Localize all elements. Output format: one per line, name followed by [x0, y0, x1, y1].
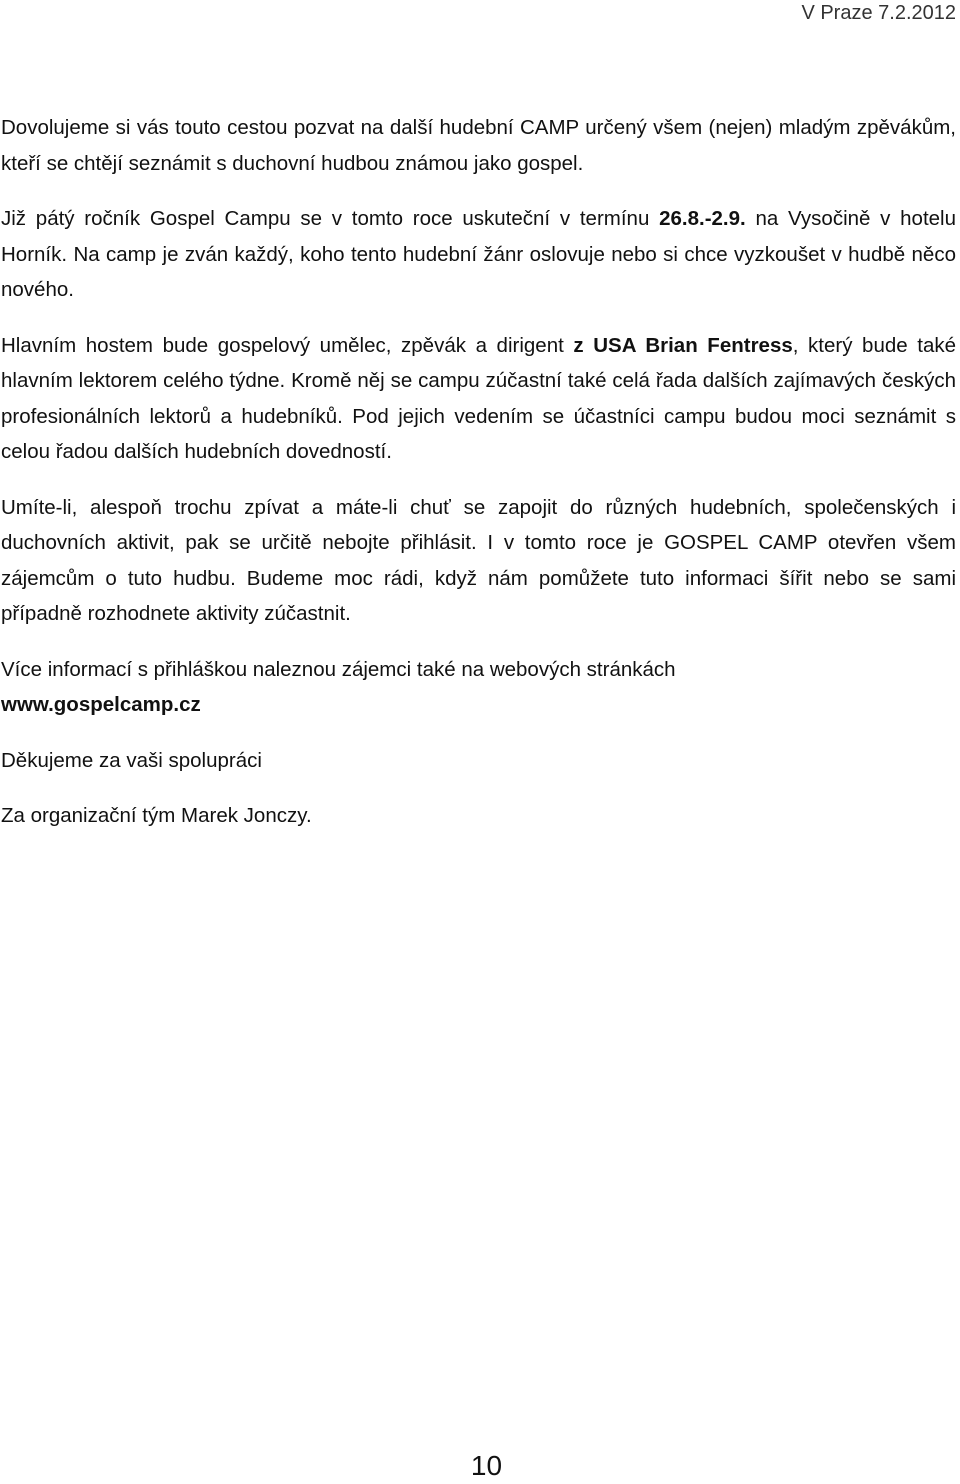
guest-text-end: , který bude také hlavním lektorem celého týdne. Kromě něj se campu zúčastní také celá řada dalších zajímavých českých profesionálních lektorů a hudebníků. Pod jejich vedením se účastníci campu budou moci seznámit s celou řadou dalších hudebních dovedností.: [1, 333, 956, 463]
guest-name: z USA Brian Fentress: [573, 333, 793, 357]
website-link[interactable]: www.gospelcamp.cz: [1, 693, 201, 716]
more-info-paragraph: [1, 652, 956, 723]
guest-paragraph: [1, 328, 956, 470]
event-dates: 26.8.-2.9.: [659, 207, 746, 230]
event-details-text-start: Již pátý ročník Gospel Campu se v tomto roce uskuteční v termínu: [1, 207, 660, 230]
letter-date: V Praze 7.2.2012: [801, 2, 956, 24]
letter-body: [1, 110, 956, 854]
more-info-text: Více informací s přihláškou naleznou zájemci také na webových stránkách: [1, 657, 676, 681]
page-number: 10: [470, 1450, 503, 1481]
intro-paragraph: Dovolujeme si vás touto cestou pozvat na další hudební CAMP určený všem (nejen) mladým zpěvákům, kteří se chtějí seznámit s duchovní hudbou známou jako gospel.: [1, 116, 956, 175]
event-details-paragraph: [1, 201, 956, 308]
invitation-paragraph: Umíte-li, alespoň trochu zpívat a máte-li chuť se zapojit do různých hudebních, společenských i duchovních aktivit, pak se určitě nebojte přihlásit. I v tomto roce je GOSPEL CAMP otevřen všem zájemcům o tuto hudbu. Budeme moc rádi, když nám pomůžete tuto informaci šířit nebo se sami případně rozhodnete aktivity zúčastnit.: [1, 495, 956, 625]
thanks-line: Děkujeme za vaši spolupráci: [1, 748, 262, 772]
signature-line: Za organizační tým Marek Jonczy.: [1, 804, 312, 827]
event-details-text-end: na Vysočině v hotelu Horník. Na camp je zván každý, koho tento hudební žánr oslovuje nebo si chce vyzkoušet v hudbě něco nového.: [1, 207, 957, 301]
guest-text-start: Hlavním hostem bude gospelový umělec, zpěvák a dirigent: [1, 333, 574, 357]
